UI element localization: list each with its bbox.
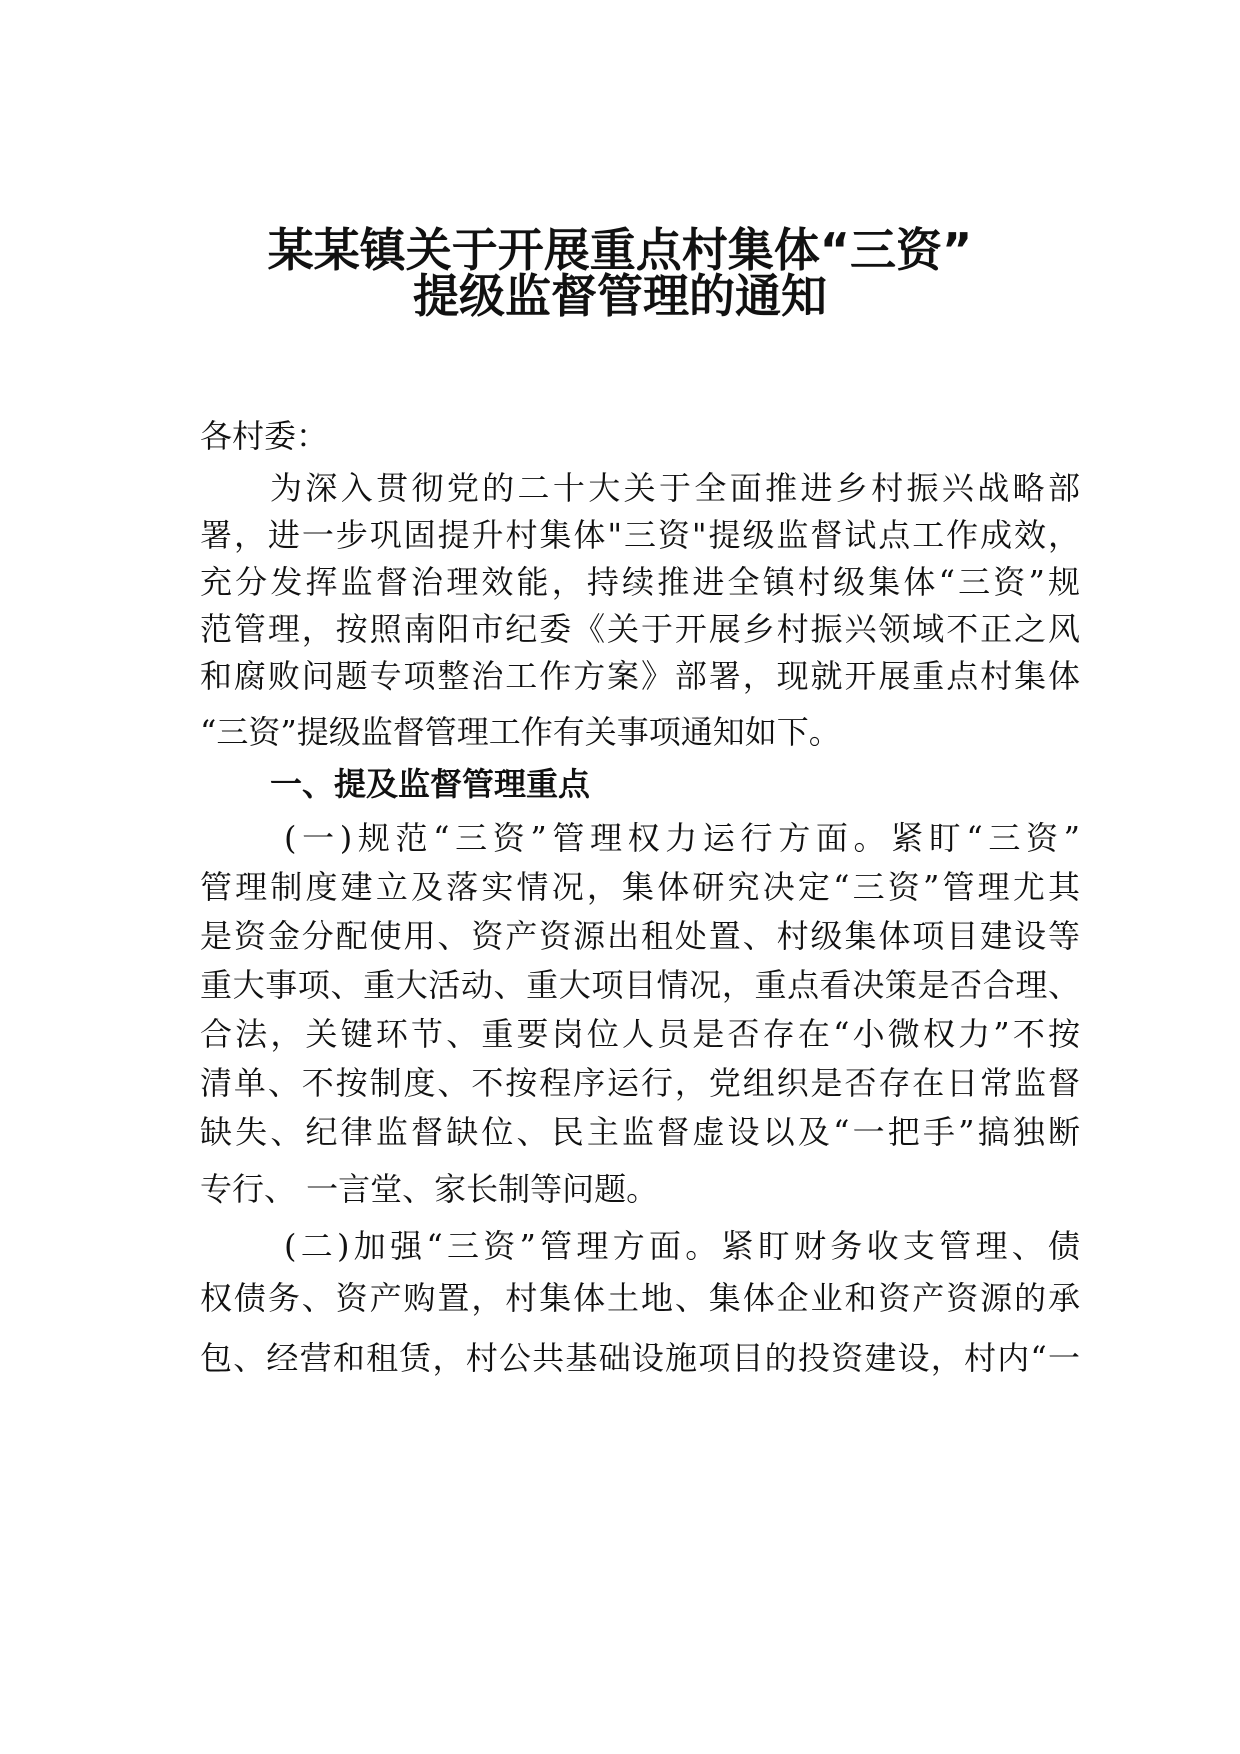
paragraph-line: 缺失、纪律监督缺位、民主监督虚设以及“一把手”搞独断	[200, 1113, 1080, 1151]
paragraph-line: 重大事项、重大活动、重大项目情况，重点看决策是否合理、	[200, 966, 1080, 1004]
paragraph-line: 包、经营和租赁，村公共基础设施项目的投资建设，村内“一	[200, 1339, 1080, 1377]
paragraph-line: 为深入贯彻党的二十大关于全面推进乡村振兴战略部	[270, 469, 1080, 507]
document-title-line-1: 某某镇关于开展重点村集体“三资”	[267, 223, 973, 277]
paragraph-line: 范管理，按照南阳市纪委《关于开展乡村振兴领域不正之风	[200, 610, 1080, 648]
paragraph-line: 清单、不按制度、不按程序运行，党组织是否存在日常监督	[200, 1064, 1080, 1102]
salutation: 各村委：	[200, 417, 329, 455]
document-title-line-2: 提级监督管理的通知	[413, 269, 827, 323]
paragraph-line: 充分发挥监督治理效能，持续推进全镇村级集体“三资”规	[200, 563, 1080, 601]
paragraph-line: 专行、 一言堂、家长制等问题。	[200, 1170, 659, 1208]
paragraph-line: 权债务、资产购置，村集体土地、集体企业和资产资源的承	[200, 1279, 1080, 1317]
paragraph-line: 管理制度建立及落实情况，集体研究决定“三资”管理尤其	[200, 868, 1080, 906]
paragraph-line: 合法，关键环节、重要岗位人员是否存在“小微权力”不按	[200, 1015, 1080, 1053]
section-heading: 一、提及监督管理重点	[270, 765, 591, 803]
paragraph-line: 署，进一步巩固提升村集体"三资"提级监督试点工作成效，	[200, 516, 1080, 554]
paragraph-line: “三资”提级监督管理工作有关事项通知如下。	[200, 713, 841, 751]
paragraph-line: (一)规范“三资”管理权力运行方面。紧盯“三资”	[284, 819, 1080, 857]
paragraph-line: 和腐败问题专项整治工作方案》部署，现就开展重点村集体	[200, 657, 1080, 695]
paragraph-line: 是资金分配使用、资产资源出租处置、村级集体项目建设等	[200, 917, 1080, 955]
paragraph-line: (二)加强“三资”管理方面。紧盯财务收支管理、债	[284, 1227, 1080, 1265]
